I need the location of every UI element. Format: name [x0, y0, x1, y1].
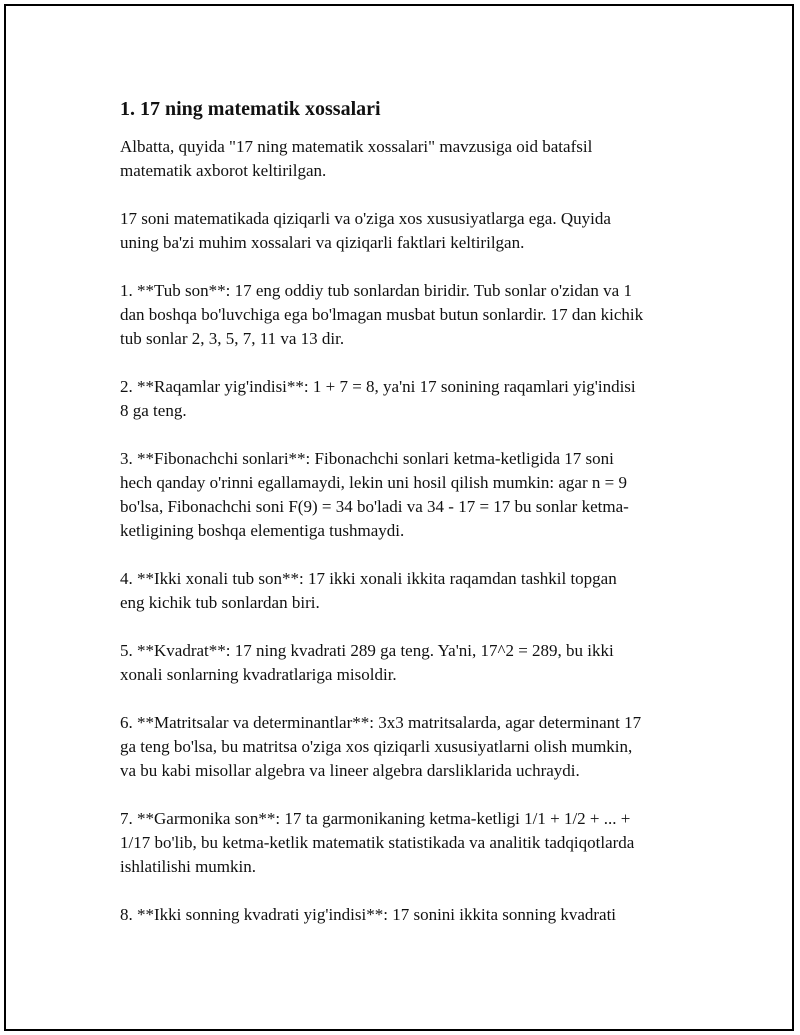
text-line: 8 ga teng. — [120, 401, 187, 420]
text-line: ga teng bo'lsa, bu matritsa o'ziga xos qiziqarli xususiyatlarni olish mumkin, — [120, 737, 633, 756]
paragraph — [120, 807, 700, 879]
document-content — [120, 97, 700, 951]
text-line: dan boshqa bo'luvchiga ega bo'lmagan musbat butun sonlardir. 17 dan kichik — [120, 305, 644, 324]
paragraph — [120, 279, 700, 351]
text-line: xonali sonlarning kvadratlariga misoldir. — [120, 665, 397, 684]
text-line: hech qanday o'rinni egallamaydi, lekin uni hosil qilish mumkin: agar n = 9 — [120, 473, 627, 492]
paragraph — [120, 207, 700, 255]
text-line: 6. **Matritsalar va determinantlar**: 3x3 matritsalarda, agar determinant 17 — [120, 713, 642, 732]
text-line: 2. **Raqamlar yig'indisi**: 1 + 7 = 8, ya'ni 17 sonining raqamlari yig'indisi — [120, 377, 636, 396]
paragraph — [120, 567, 700, 615]
paragraph — [120, 447, 700, 543]
text-line: matematik axborot keltirilgan. — [120, 161, 327, 180]
paragraph-list — [120, 135, 700, 927]
text-line: Albatta, quyida "17 ning matematik xossalari" mavzusiga oid batafsil — [120, 137, 593, 156]
text-line: tub sonlar 2, 3, 5, 7, 11 va 13 dir. — [120, 329, 345, 348]
paragraph — [120, 903, 700, 927]
text-line: eng kichik tub sonlardan biri. — [120, 593, 320, 612]
text-line: ketligining boshqa elementiga tushmaydi. — [120, 521, 405, 540]
document-title: 1. 17 ning matematik xossalari — [120, 98, 381, 120]
text-line: va bu kabi misollar algebra va lineer algebra darsliklarida uchraydi. — [120, 761, 580, 780]
text-line: bo'lsa, Fibonachchi soni F(9) = 34 bo'ladi va 34 - 17 = 17 bu sonlar ketma- — [120, 497, 629, 516]
paragraph — [120, 639, 700, 687]
text-line: ishlatilishi mumkin. — [120, 857, 257, 876]
text-line: 1/17 bo'lib, bu ketma-ketlik matematik statistikada va analitik tadqiqotlarda — [120, 833, 635, 852]
text-line: 8. **Ikki sonning kvadrati yig'indisi**: 17 sonini ikkita sonning kvadrati — [120, 905, 617, 924]
text-line: 4. **Ikki xonali tub son**: 17 ikki xonali ikkita raqamdan tashkil topgan — [120, 569, 617, 588]
paragraph — [120, 711, 700, 783]
text-line: 5. **Kvadrat**: 17 ning kvadrati 289 ga teng. Ya'ni, 17^2 = 289, bu ikki — [120, 641, 614, 660]
paragraph — [120, 375, 700, 423]
page-frame — [4, 4, 794, 1031]
text-line: 3. **Fibonachchi sonlari**: Fibonachchi sonlari ketma-ketligida 17 soni — [120, 449, 614, 468]
text-line: 7. **Garmonika son**: 17 ta garmonikaning ketma-ketligi 1/1 + 1/2 + ... + — [120, 809, 631, 828]
text-line: 17 soni matematikada qiziqarli va o'ziga xos xususiyatlarga ega. Quyida — [120, 209, 611, 228]
text-line: uning ba'zi muhim xossalari va qiziqarli faktlari keltirilgan. — [120, 233, 525, 252]
text-line: 1. **Tub son**: 17 eng oddiy tub sonlardan biridir. Tub sonlar o'zidan va 1 — [120, 281, 632, 300]
paragraph — [120, 135, 700, 183]
